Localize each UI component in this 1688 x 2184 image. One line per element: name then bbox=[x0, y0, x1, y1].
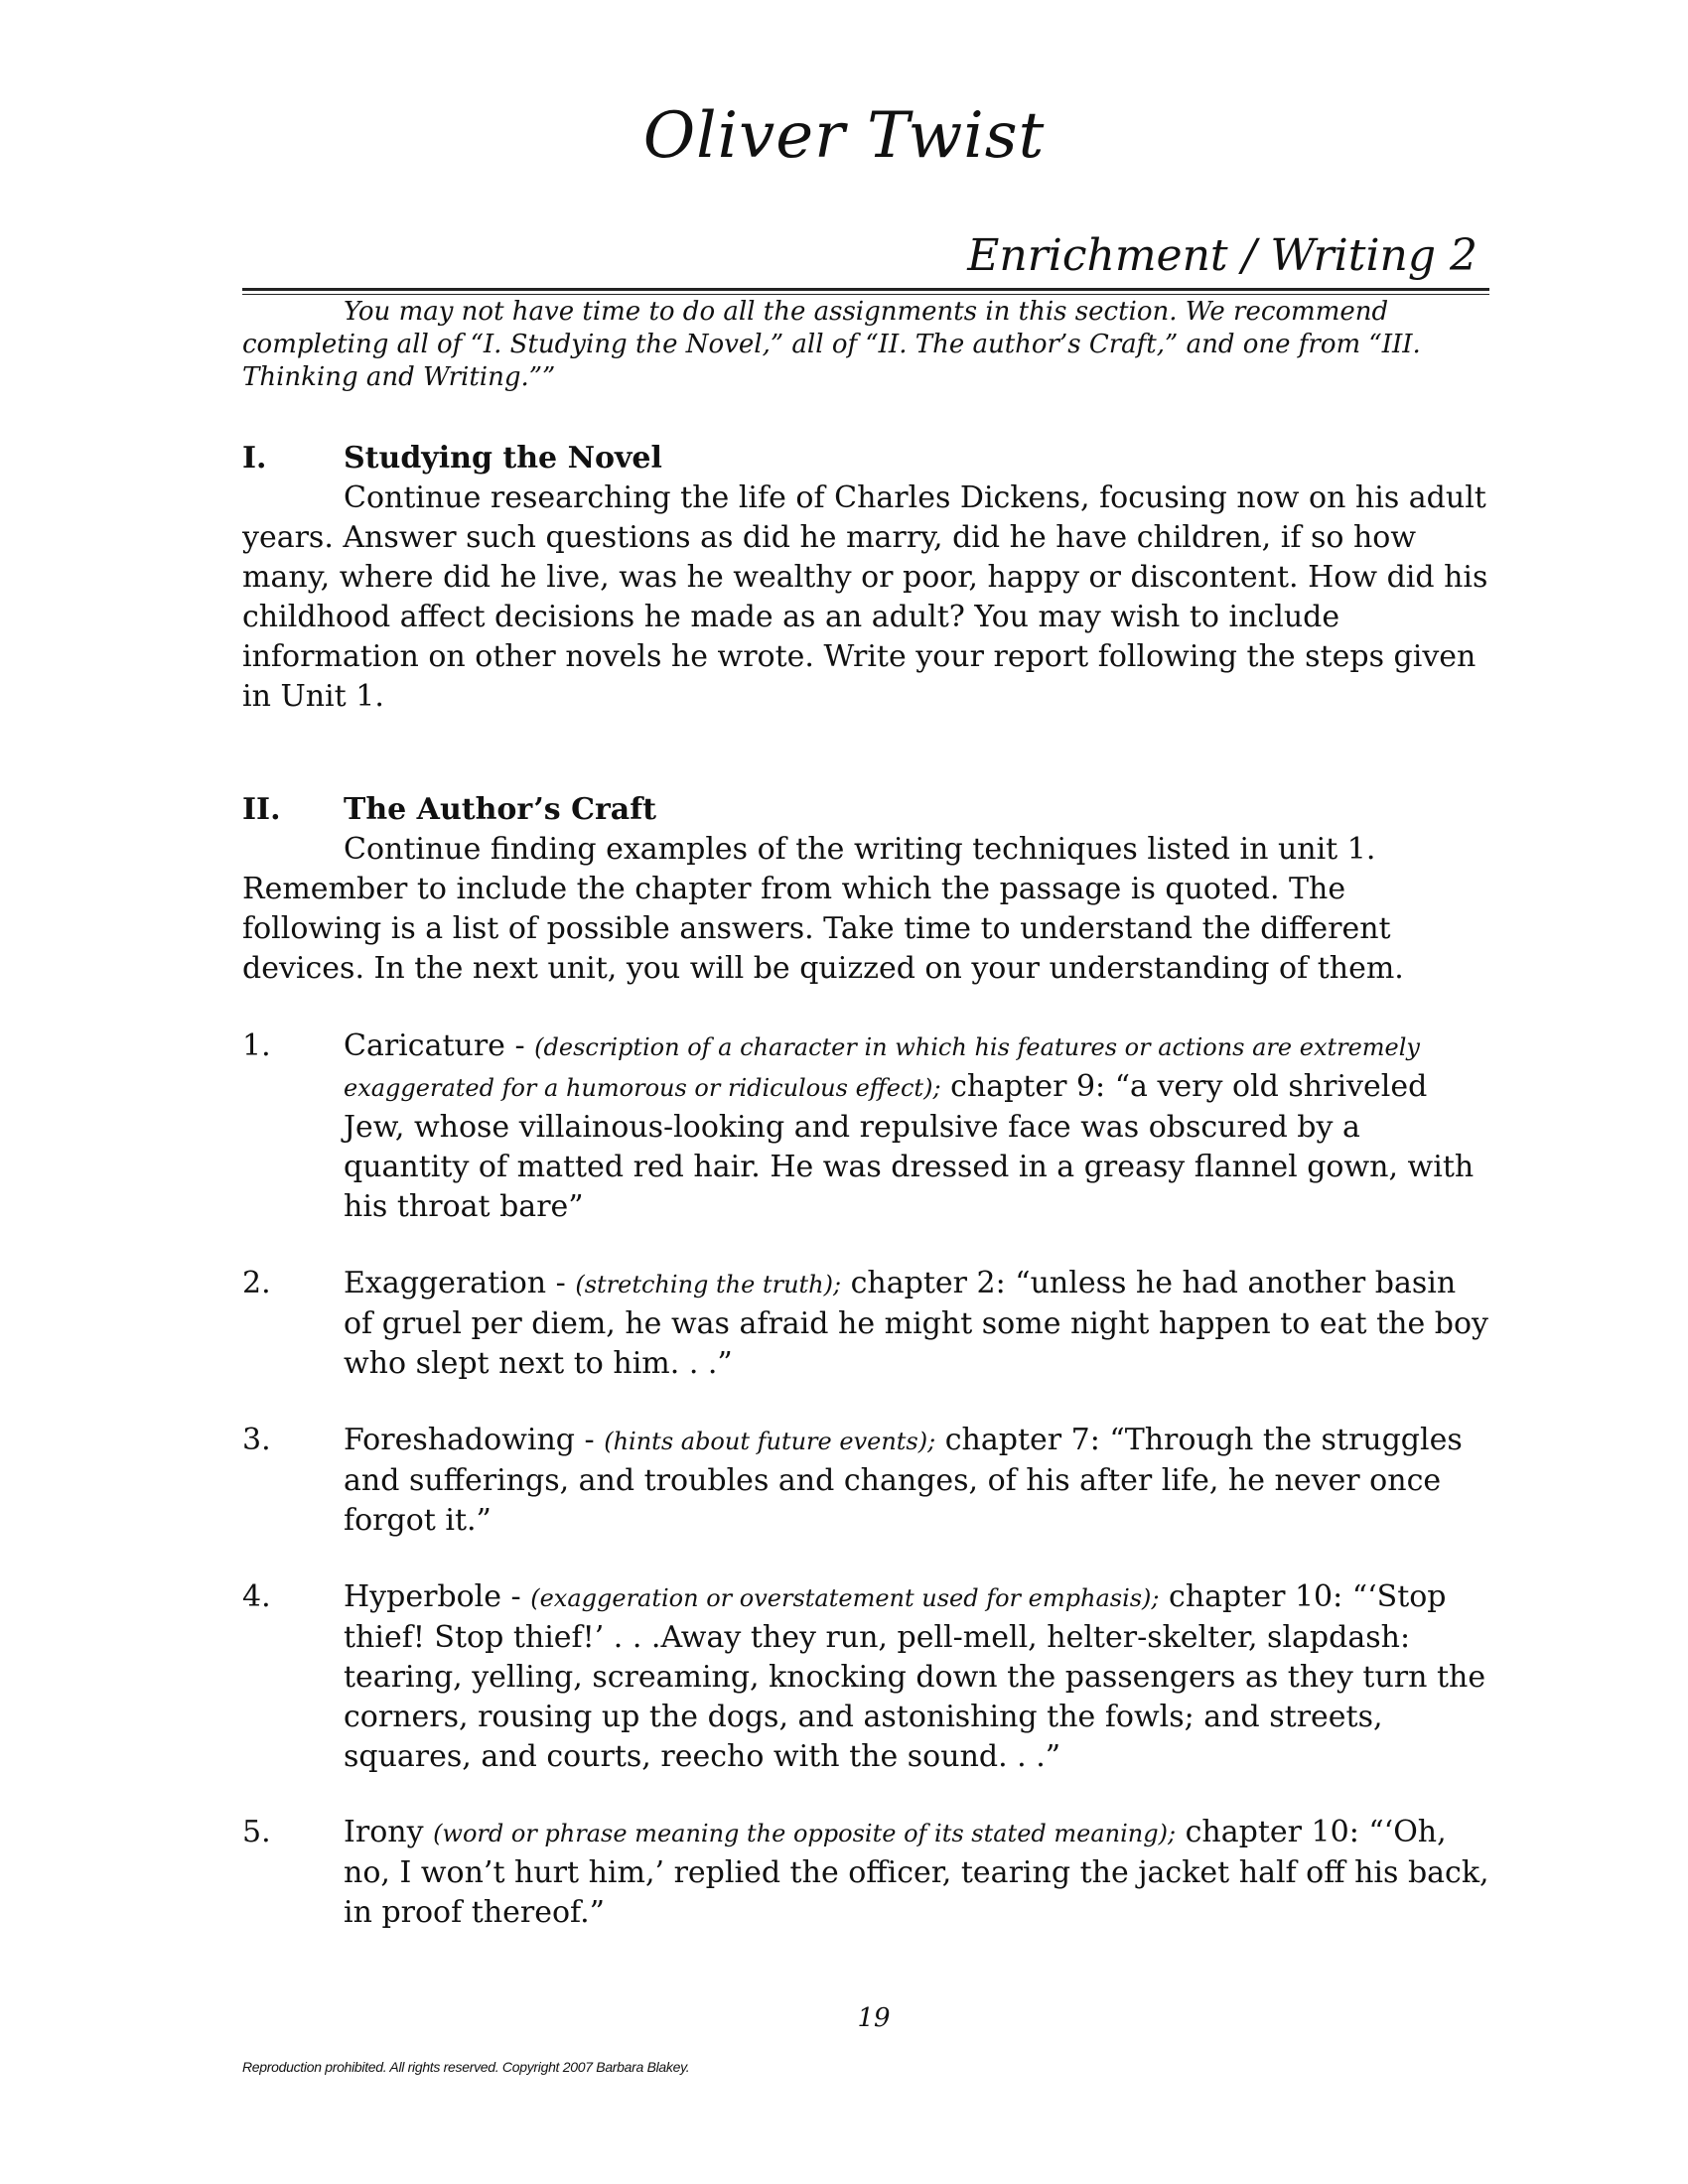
list-item bbox=[242, 1264, 1489, 1384]
document-subtitle: Enrichment / Writing 2 bbox=[967, 230, 1477, 281]
list-item bbox=[242, 1577, 1489, 1777]
item-term: Caricature - bbox=[344, 1028, 535, 1063]
list-item bbox=[242, 1026, 1489, 1227]
copyright-notice: Reproduction prohibited. All rights reserved. Copyright 2007 Barbara Blakey. bbox=[242, 2059, 690, 2075]
item-quote: chapter 10: “‘Stop thief! Stop thief!’ . . .Away they run, pell-mell, helter-skelter, slapdash: tearing, yelling, screaming, knocking down the passengers as they turn the corners, rousing up the dogs, and astonishing the fowls; and streets, squares, and courts, reecho with the sound. . .” bbox=[344, 1579, 1486, 1774]
document-title: Oliver Twist bbox=[642, 99, 1046, 173]
item-term: Exaggeration - bbox=[344, 1266, 576, 1300]
section-title: The Author’s Craft bbox=[344, 792, 656, 827]
page-number: 19 bbox=[857, 2003, 891, 2033]
item-definition: (description of a character in which his features or actions are extremely exaggerated for a humorous or ridiculous effect); bbox=[344, 1033, 1420, 1102]
list-item bbox=[242, 1421, 1489, 1541]
item-body bbox=[344, 1577, 1489, 1777]
header-rule-thin bbox=[242, 294, 1489, 295]
item-body bbox=[344, 1264, 1489, 1384]
section-number: II. bbox=[242, 792, 281, 827]
item-quote: chapter 7: “Through the struggles and sufferings, and troubles and changes, of his after life, he never once forgot it.” bbox=[344, 1423, 1463, 1538]
section-number: I. bbox=[242, 441, 267, 476]
item-body bbox=[344, 1026, 1489, 1227]
item-quote: chapter 9: “a very old shriveled Jew, whose villainous-looking and repulsive face was obscured by a quantity of matted red hair. He was dressed in a greasy flannel gown, with his throat bare” bbox=[344, 1069, 1475, 1224]
item-definition: (hints about future events); bbox=[604, 1428, 936, 1455]
item-term: Hyperbole - bbox=[344, 1579, 531, 1614]
item-term: Irony bbox=[344, 1815, 434, 1849]
header-rule-thick bbox=[242, 288, 1489, 291]
item-definition: (exaggeration or overstatement used for emphasis); bbox=[530, 1584, 1160, 1612]
item-definition: (stretching the truth); bbox=[575, 1271, 842, 1298]
section-heading-studying bbox=[242, 439, 1489, 478]
section-title: Studying the Novel bbox=[344, 441, 662, 476]
item-quote: chapter 10: “‘Oh, no, I won’t hurt him,’ replied the officer, tearing the jacket half off his back, in proof thereof.” bbox=[344, 1815, 1489, 1930]
item-quote: chapter 2: “unless he had another basin of gruel per diem, he was afraid he might some night happen to eat the boy who slept next to him. . .” bbox=[344, 1266, 1489, 1381]
item-number: 5. bbox=[242, 1815, 271, 1849]
list-item bbox=[242, 1813, 1489, 1933]
item-number: 1. bbox=[242, 1028, 271, 1063]
item-body bbox=[344, 1421, 1489, 1541]
section-heading-craft bbox=[242, 790, 1489, 830]
item-number: 4. bbox=[242, 1579, 271, 1614]
item-body bbox=[344, 1813, 1489, 1933]
section-body-craft: Continue finding examples of the writing techniques listed in unit 1. Remember to include the chapter from which the passage is quoted. The following is a list of possible answers. Take time to understand the different devices. In the next unit, you will be quizzed on your understanding of them. bbox=[242, 832, 1404, 986]
section-body-studying: Continue researching the life of Charles Dickens, focusing now on his adult years. Answer such questions as did he marry, did he have children, if so how many, where did he live, was he wealthy or poor, happy or discontent. How did his childhood affect decisions he made as an adult? You may wish to include information on other novels he wrote. Write your report following the steps given in Unit 1. bbox=[242, 480, 1488, 714]
intro-note: You may not have time to do all the assignments in this section. We recommend completing all of “I. Studying the Novel,” all of “II. The author’s Craft,” and one from “III. Thinking and Writing.”” bbox=[242, 297, 1421, 392]
item-number: 2. bbox=[242, 1266, 271, 1300]
item-number: 3. bbox=[242, 1423, 271, 1457]
item-definition: (word or phrase meaning the opposite of its stated meaning); bbox=[433, 1820, 1177, 1847]
item-term: Foreshadowing - bbox=[344, 1423, 605, 1457]
